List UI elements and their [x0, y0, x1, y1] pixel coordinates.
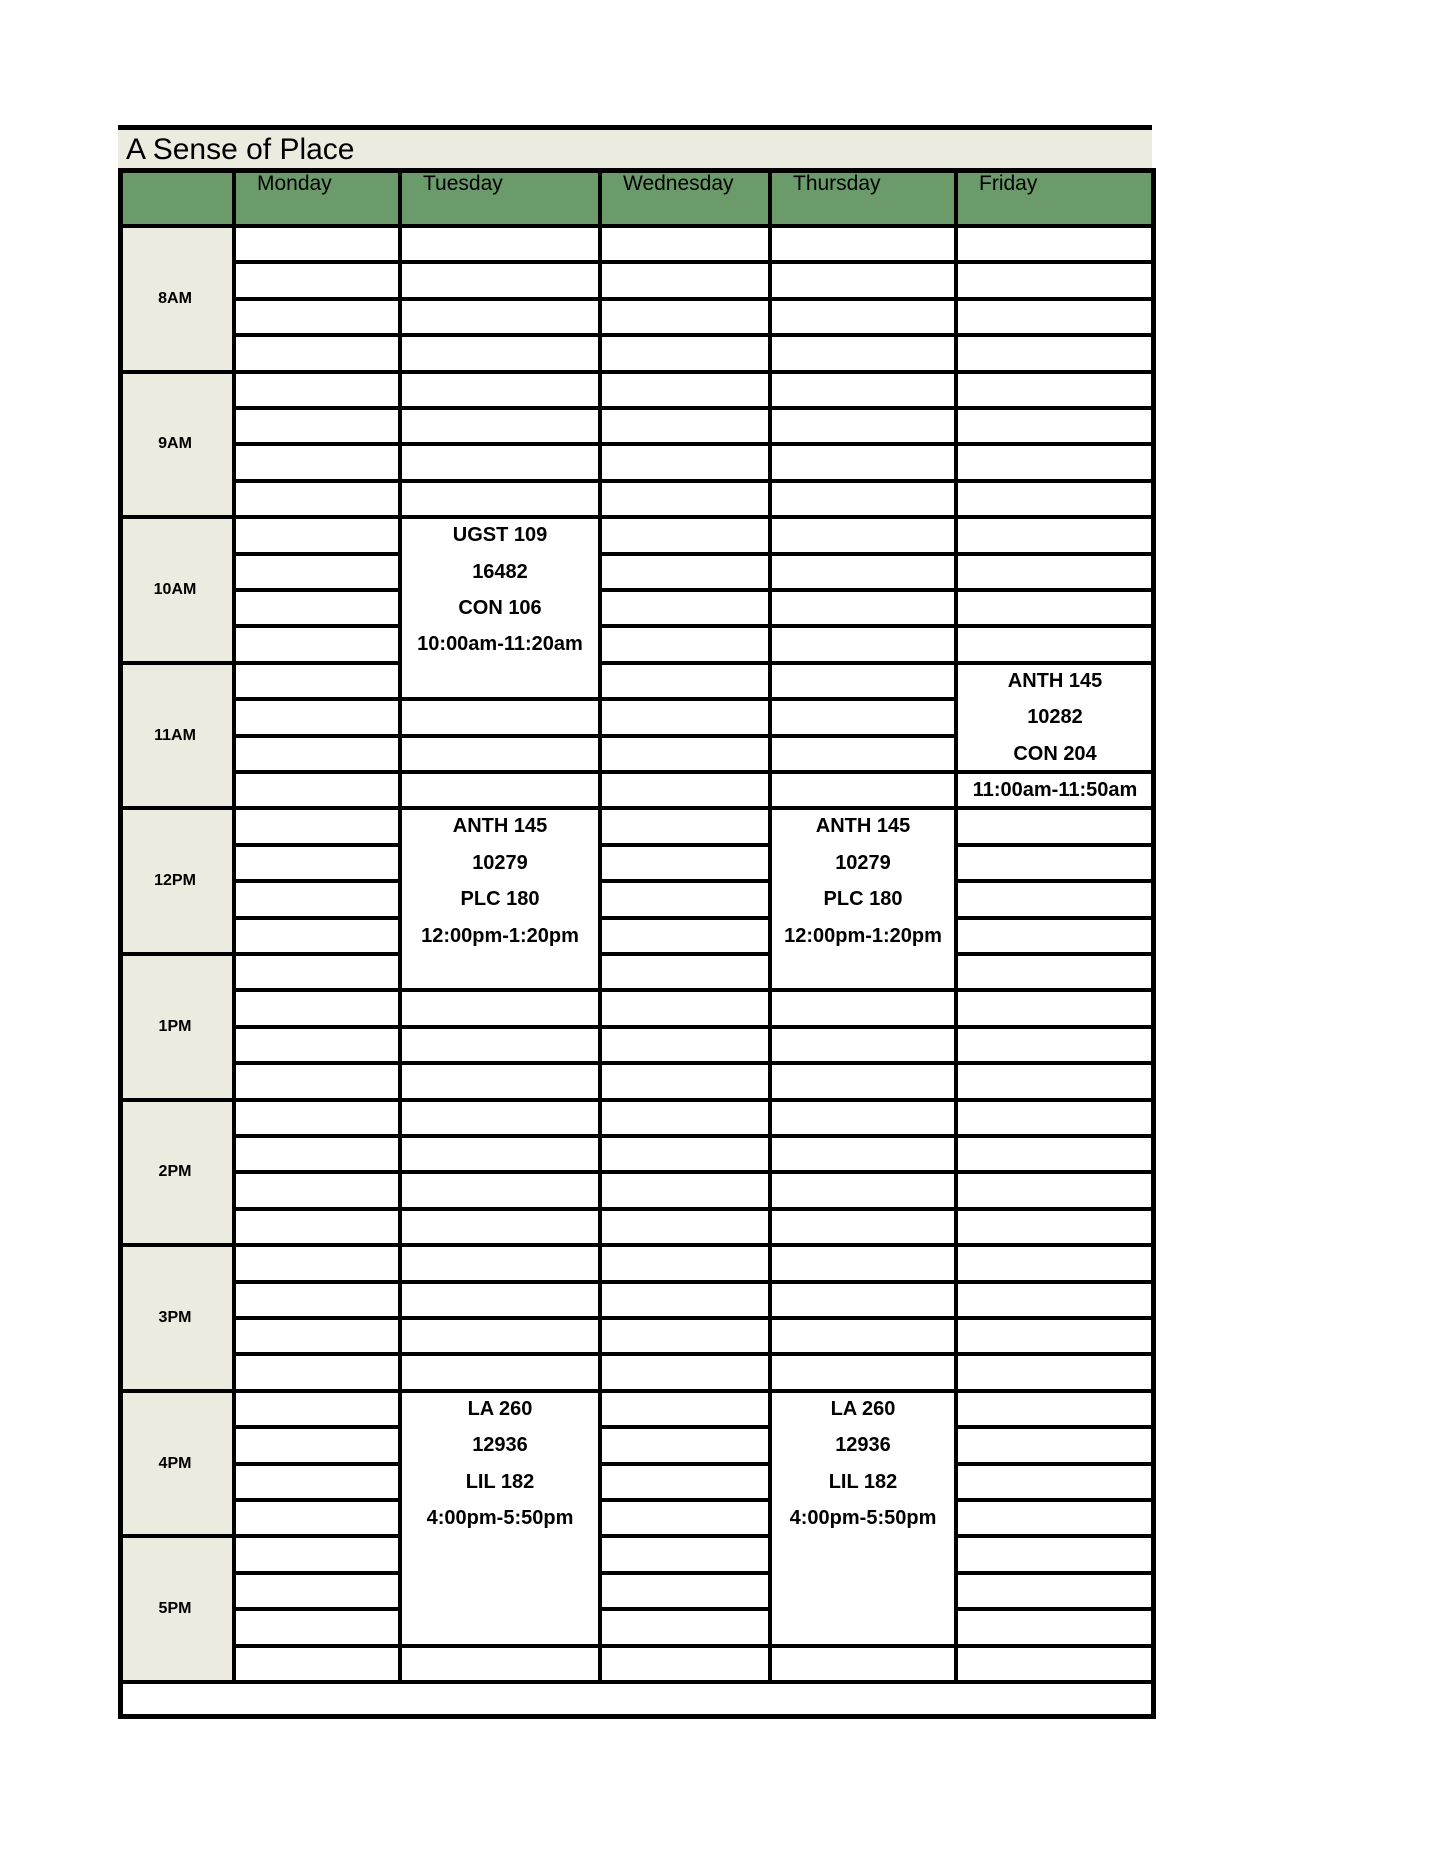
title-bar [118, 125, 1152, 168]
time-slot[interactable] [772, 1174, 958, 1210]
time-slot[interactable] [402, 738, 602, 774]
time-slot[interactable] [602, 1247, 772, 1283]
course-room: PLC 180 [823, 888, 903, 911]
course-room: LIL 182 [465, 1470, 535, 1493]
time-slot[interactable] [602, 1611, 772, 1647]
course-room: LIL 182 [828, 1470, 898, 1493]
time-slot[interactable] [958, 1466, 1156, 1502]
time-slot[interactable] [602, 665, 772, 701]
course-course: ANTH 145 [452, 815, 548, 838]
day-header-monday [236, 168, 402, 228]
time-slot[interactable] [236, 1575, 402, 1611]
time-slot[interactable] [602, 264, 772, 300]
time-slot[interactable] [602, 592, 772, 628]
time-slot[interactable] [402, 1648, 602, 1684]
time-slot[interactable] [772, 519, 958, 555]
time-slot[interactable] [958, 1211, 1156, 1247]
time-slot[interactable] [772, 1065, 958, 1101]
time-label: 4PM [158, 1454, 192, 1472]
time-slot[interactable] [602, 301, 772, 337]
time-slot[interactable] [236, 1102, 402, 1138]
time-slot[interactable] [602, 446, 772, 482]
time-slot[interactable] [958, 483, 1156, 519]
time-slot[interactable] [958, 847, 1156, 883]
course-block[interactable] [772, 1393, 958, 1648]
time-slot[interactable] [772, 1029, 958, 1065]
time-slot[interactable] [958, 519, 1156, 555]
course-time: 4:00pm-5:50pm [789, 1506, 937, 1529]
time-slot[interactable] [602, 337, 772, 373]
time-slot[interactable] [236, 1320, 402, 1356]
course-time: 11:00am-11:50am [972, 778, 1138, 801]
day-header-label: Thursday [793, 172, 881, 195]
time-slot[interactable] [958, 1284, 1156, 1320]
time-label-cell [118, 1247, 236, 1393]
time-slot[interactable] [958, 920, 1156, 956]
time-slot[interactable] [772, 1102, 958, 1138]
time-slot[interactable] [236, 1356, 402, 1392]
time-slot[interactable] [772, 701, 958, 737]
course-course: LA 260 [467, 1397, 533, 1420]
time-slot[interactable] [958, 410, 1156, 446]
time-label: 11AM [154, 726, 196, 744]
time-slot[interactable] [958, 1138, 1156, 1174]
time-slot[interactable] [958, 992, 1156, 1028]
time-slot[interactable] [236, 337, 402, 373]
time-slot[interactable] [958, 337, 1156, 373]
time-slot[interactable] [602, 1429, 772, 1465]
time-slot[interactable] [236, 483, 402, 519]
time-slot[interactable] [772, 992, 958, 1028]
course-crn: 10279 [472, 851, 528, 874]
time-slot[interactable] [236, 374, 402, 410]
course-time: 12:00pm-1:20pm [421, 924, 579, 947]
time-slot[interactable] [602, 1174, 772, 1210]
time-label: 8AM [158, 289, 192, 307]
course-course: ANTH 145 [815, 815, 911, 838]
time-slot[interactable] [236, 701, 402, 737]
time-slot[interactable] [772, 264, 958, 300]
time-slot[interactable] [602, 1356, 772, 1392]
time-slot[interactable] [602, 228, 772, 264]
time-slot[interactable] [772, 1284, 958, 1320]
time-slot[interactable] [958, 301, 1156, 337]
time-slot[interactable] [402, 1065, 602, 1101]
time-slot[interactable] [772, 410, 958, 446]
time-slot[interactable] [958, 592, 1156, 628]
time-slot[interactable] [236, 1502, 402, 1538]
time-slot[interactable] [772, 1211, 958, 1247]
course-course: ANTH 145 [1007, 669, 1103, 692]
time-slot[interactable] [602, 410, 772, 446]
time-slot[interactable] [402, 337, 602, 373]
time-slot[interactable] [602, 1466, 772, 1502]
course-room: CON 106 [458, 596, 542, 619]
time-slot[interactable] [602, 628, 772, 664]
time-slot[interactable] [772, 1138, 958, 1174]
day-header-wednesday [602, 168, 772, 228]
day-header-label: Wednesday [623, 172, 734, 195]
time-slot[interactable] [236, 1174, 402, 1210]
course-block[interactable] [958, 665, 1156, 801]
time-slot[interactable] [602, 1393, 772, 1429]
time-slot[interactable] [772, 628, 958, 664]
time-label-cell [118, 1538, 236, 1684]
time-label: 9AM [158, 435, 192, 453]
time-slot[interactable] [402, 446, 602, 482]
time-slot[interactable] [772, 1356, 958, 1392]
time-slot[interactable] [236, 410, 402, 446]
time-slot[interactable] [602, 1648, 772, 1684]
time-slot[interactable] [958, 1247, 1156, 1283]
time-slot[interactable] [772, 738, 958, 774]
time-slot[interactable] [402, 701, 602, 737]
time-slot[interactable] [958, 883, 1156, 919]
time-slot[interactable] [602, 774, 772, 810]
time-slot[interactable] [602, 883, 772, 919]
time-slot[interactable] [958, 1502, 1156, 1538]
time-slot[interactable] [236, 1065, 402, 1101]
time-slot[interactable] [236, 264, 402, 300]
time-slot[interactable] [236, 1429, 402, 1465]
time-slot[interactable] [402, 1356, 602, 1392]
time-slot[interactable] [402, 1211, 602, 1247]
time-slot[interactable] [236, 847, 402, 883]
time-slot[interactable] [958, 556, 1156, 592]
time-slot[interactable] [602, 519, 772, 555]
time-slot[interactable] [958, 810, 1156, 846]
time-slot[interactable] [236, 446, 402, 482]
time-slot[interactable] [602, 1575, 772, 1611]
course-block[interactable] [402, 1393, 602, 1648]
time-slot[interactable] [402, 1320, 602, 1356]
time-slot[interactable] [958, 628, 1156, 664]
time-slot[interactable] [236, 519, 402, 555]
time-slot[interactable] [236, 628, 402, 664]
time-slot[interactable] [958, 1320, 1156, 1356]
time-slot[interactable] [958, 1538, 1156, 1574]
time-slot[interactable] [602, 956, 772, 992]
time-slot[interactable] [236, 738, 402, 774]
time-slot[interactable] [958, 1065, 1156, 1101]
time-slot[interactable] [958, 1356, 1156, 1392]
course-time: 10:00am-11:20am [417, 633, 583, 656]
day-header-label: Tuesday [423, 172, 503, 195]
time-slot[interactable] [236, 920, 402, 956]
time-slot[interactable] [236, 883, 402, 919]
time-slot[interactable] [772, 665, 958, 701]
time-slot[interactable] [236, 228, 402, 264]
time-slot[interactable] [402, 264, 602, 300]
time-slot[interactable] [236, 956, 402, 992]
time-slot[interactable] [958, 1648, 1156, 1684]
time-slot[interactable] [236, 665, 402, 701]
time-slot[interactable] [958, 1429, 1156, 1465]
course-room: PLC 180 [460, 888, 540, 911]
time-slot[interactable] [402, 410, 602, 446]
time-slot[interactable] [958, 1611, 1156, 1647]
time-slot[interactable] [772, 556, 958, 592]
time-slot[interactable] [772, 228, 958, 264]
time-slot[interactable] [236, 1393, 402, 1429]
time-label-cell [118, 1102, 236, 1248]
time-label: 10AM [153, 580, 197, 598]
time-slot[interactable] [402, 483, 602, 519]
time-slot[interactable] [236, 810, 402, 846]
time-slot[interactable] [602, 1284, 772, 1320]
time-slot[interactable] [602, 920, 772, 956]
course-crn: 16482 [472, 560, 528, 583]
time-slot[interactable] [602, 810, 772, 846]
time-slot[interactable] [236, 1029, 402, 1065]
time-slot[interactable] [236, 1247, 402, 1283]
course-course: UGST 109 [452, 524, 548, 547]
time-slot[interactable] [958, 374, 1156, 410]
time-slot[interactable] [402, 1138, 602, 1174]
time-label-cell [118, 810, 236, 956]
header-corner [118, 168, 236, 228]
time-slot[interactable] [602, 1138, 772, 1174]
day-header-tuesday [402, 168, 602, 228]
day-header-thursday [772, 168, 958, 228]
time-label-cell [118, 1393, 236, 1539]
time-label-cell [118, 374, 236, 520]
time-label-cell [118, 956, 236, 1102]
time-label: 5PM [158, 1600, 192, 1618]
course-crn: 12936 [835, 1434, 891, 1457]
time-slot[interactable] [602, 1538, 772, 1574]
time-slot[interactable] [772, 592, 958, 628]
time-label: 3PM [158, 1308, 192, 1326]
time-slot[interactable] [772, 1320, 958, 1356]
course-crn: 12936 [472, 1434, 528, 1457]
time-slot[interactable] [958, 1393, 1156, 1429]
time-slot[interactable] [236, 592, 402, 628]
course-block[interactable] [402, 810, 602, 992]
time-slot[interactable] [236, 1466, 402, 1502]
time-slot[interactable] [772, 337, 958, 373]
time-slot[interactable] [772, 446, 958, 482]
time-slot[interactable] [402, 1284, 602, 1320]
time-label-cell [118, 665, 236, 811]
time-slot[interactable] [602, 483, 772, 519]
time-slot[interactable] [958, 956, 1156, 992]
course-room: CON 204 [1013, 742, 1097, 765]
time-slot[interactable] [772, 374, 958, 410]
day-header-label: Friday [979, 172, 1038, 195]
time-slot[interactable] [602, 556, 772, 592]
time-slot[interactable] [236, 1611, 402, 1647]
time-slot[interactable] [236, 774, 402, 810]
time-slot[interactable] [958, 228, 1156, 264]
time-slot[interactable] [958, 1102, 1156, 1138]
time-slot[interactable] [958, 1174, 1156, 1210]
course-block[interactable] [772, 810, 958, 992]
course-crn: 10279 [835, 851, 891, 874]
time-slot[interactable] [402, 1174, 602, 1210]
time-slot[interactable] [236, 1648, 402, 1684]
time-slot[interactable] [402, 1102, 602, 1138]
time-slot[interactable] [958, 1029, 1156, 1065]
time-slot[interactable] [958, 1575, 1156, 1611]
course-time: 12:00pm-1:20pm [784, 924, 942, 947]
time-slot[interactable] [958, 264, 1156, 300]
time-slot[interactable] [602, 992, 772, 1028]
course-time: 4:00pm-5:50pm [426, 1506, 574, 1529]
time-slot[interactable] [958, 446, 1156, 482]
time-slot[interactable] [236, 556, 402, 592]
time-label-cell [118, 519, 236, 665]
course-crn: 10282 [1027, 706, 1083, 729]
time-slot[interactable] [236, 1138, 402, 1174]
time-slot[interactable] [602, 738, 772, 774]
time-slot[interactable] [236, 301, 402, 337]
time-slot[interactable] [402, 301, 602, 337]
course-course: LA 260 [830, 1397, 896, 1420]
time-slot[interactable] [772, 483, 958, 519]
time-slot[interactable] [402, 992, 602, 1028]
page-title: A Sense of Place [126, 133, 355, 166]
time-slot[interactable] [402, 1247, 602, 1283]
time-slot[interactable] [236, 1211, 402, 1247]
time-slot[interactable] [236, 992, 402, 1028]
time-slot[interactable] [236, 1538, 402, 1574]
time-slot[interactable] [402, 374, 602, 410]
time-slot[interactable] [602, 374, 772, 410]
time-slot[interactable] [602, 847, 772, 883]
time-slot[interactable] [602, 1065, 772, 1101]
time-slot[interactable] [772, 774, 958, 810]
time-slot[interactable] [602, 1029, 772, 1065]
time-label: 12PM [154, 872, 196, 890]
time-label: 1PM [158, 1017, 192, 1035]
time-slot[interactable] [772, 1648, 958, 1684]
course-block[interactable] [402, 519, 602, 701]
time-slot[interactable] [602, 1320, 772, 1356]
time-slot[interactable] [602, 1211, 772, 1247]
time-slot[interactable] [402, 1029, 602, 1065]
time-slot[interactable] [236, 1284, 402, 1320]
day-header-friday [958, 168, 1156, 228]
time-label-cell [118, 228, 236, 374]
time-slot[interactable] [402, 774, 602, 810]
day-header-label: Monday [257, 172, 332, 195]
time-slot[interactable] [602, 1102, 772, 1138]
time-slot[interactable] [602, 701, 772, 737]
time-slot[interactable] [772, 1247, 958, 1283]
time-slot[interactable] [602, 1502, 772, 1538]
time-slot[interactable] [772, 301, 958, 337]
time-label: 2PM [158, 1163, 192, 1181]
time-slot[interactable] [402, 228, 602, 264]
